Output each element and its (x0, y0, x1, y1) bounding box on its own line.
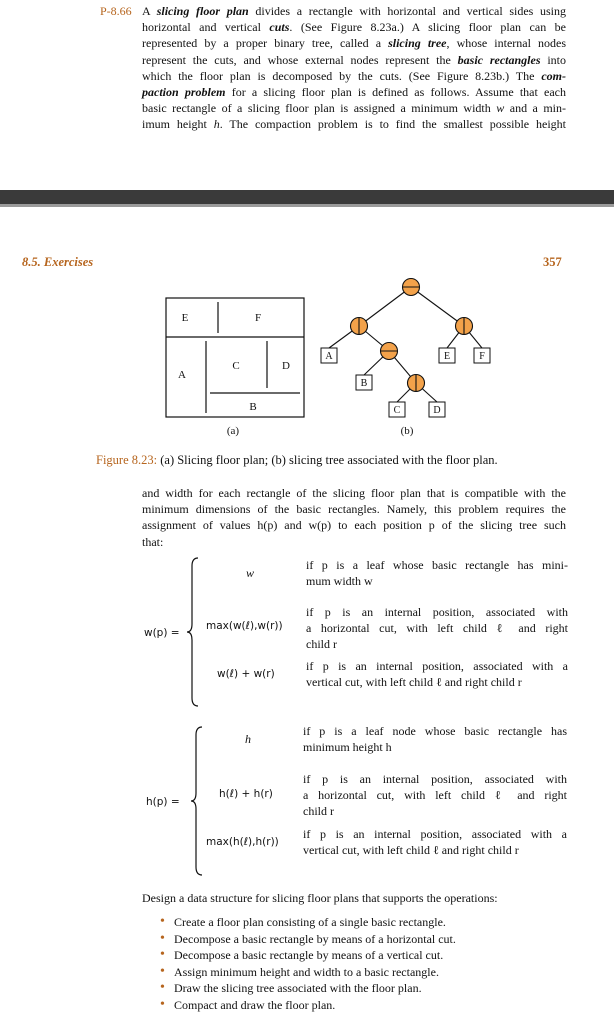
design-intro: Design a data structure for slicing floor plans that supports the operations: (142, 891, 498, 905)
text-run: and a min- (504, 101, 566, 116)
plan-label-C: C (232, 360, 240, 372)
problem-line (142, 35, 566, 51)
condition-line: vertical cut, with left child ℓ and right child r (303, 843, 519, 857)
bullet-icon: • (160, 963, 165, 979)
bullet-icon: • (160, 930, 165, 946)
h-def-lhs: h(p) = (146, 796, 180, 808)
condition-line: child r (306, 637, 337, 651)
condition-line: child r (303, 804, 334, 818)
problem-line (142, 68, 566, 84)
subfigure-b-label: (b) (400, 425, 414, 437)
operation-item (160, 914, 560, 931)
figure-caption-text: (a) Slicing floor plan; (b) slicing tree associated with the floor plan. (160, 453, 498, 467)
plan-label-A: A (178, 369, 186, 381)
text-run: . (See Figure 8.23a.) A slicing floor plan can be (289, 20, 566, 35)
page-number: 357 (543, 255, 562, 269)
problem-line (142, 84, 566, 100)
text-run: w (496, 101, 505, 116)
bullet-icon: • (160, 996, 165, 1012)
condition-line: if p is an internal position, associated with (303, 772, 567, 786)
page-divider (0, 190, 614, 204)
tree-node-right-vertical (456, 318, 473, 335)
defined-term: cuts (269, 20, 290, 35)
plan-label-E: E (181, 312, 189, 324)
condition-line: mum width w (306, 574, 373, 588)
problem-line (142, 100, 566, 116)
problem-paragraph (142, 3, 566, 133)
h-case-2-cond (303, 771, 567, 819)
paragraph-line: assignment of values h(p) and w(p) to each position p of the slicing tree such (142, 518, 566, 533)
tree-node-root (403, 279, 420, 296)
tree-node-horizontal (381, 343, 398, 360)
tree-node-left-vertical (351, 318, 368, 335)
operation-text: Create a floor plan consisting of a single basic rectangle. (174, 915, 446, 929)
section-header: 8.5. Exercises (22, 255, 94, 269)
condition-line: if p is an internal position, associated with a (306, 659, 568, 673)
bullet-icon: • (160, 980, 165, 995)
paragraph-line: minimum dimensions of the basic rectangles. Namely, this problem requires the (142, 502, 566, 517)
problem-line (142, 116, 566, 132)
problem-line (142, 19, 566, 35)
h-case-2-expr: h(ℓ) + h(r) (219, 788, 273, 800)
operation-item (160, 997, 560, 1014)
condition-line: a horizontal cut, with left child ℓ and right (303, 788, 567, 802)
operation-text: Draw the slicing tree associated with the floor plan. (174, 981, 422, 995)
text-run: . The compaction problem is to find the smallest possible height (219, 117, 566, 132)
text-run: represent the cuts, and whose external nodes represent the (142, 52, 458, 67)
plan-label-F: F (254, 312, 262, 324)
text-run: divides a rectangle with horizontal and vertical sides using (248, 4, 567, 18)
figure-caption-label: Figure 8.23: (96, 453, 158, 467)
w-case-1-cond (306, 557, 568, 589)
text-run: which the floor plan is decomposed by the cuts. (See Figure 8.23b.) The (142, 68, 542, 83)
operation-text: Decompose a basic rectangle by means of a horizontal cut. (174, 931, 456, 946)
defined-term: com- (541, 68, 566, 83)
text-run: for a slicing floor plan is defined as follows. Assume that each (225, 85, 566, 100)
condition-line: a horizontal cut, with left child ℓ and right (306, 621, 568, 635)
plan-label-D: D (282, 360, 290, 372)
h-case-1-expr: h (245, 732, 251, 746)
compaction-paragraph (142, 485, 566, 550)
condition-line: if p is an internal position, associated with (306, 605, 568, 619)
h-def-brace (190, 725, 204, 877)
defined-term: slicing floor plan (156, 4, 249, 18)
tree-leaf-B: B (360, 378, 368, 389)
condition-line: vertical cut, with left child ℓ and right child r (306, 675, 522, 689)
page-divider-shadow (0, 204, 614, 207)
w-case-2-cond (306, 604, 568, 652)
tree-leaf-F: F (479, 351, 485, 362)
condition-line: if p is a leaf node whose basic rectangle has (303, 724, 567, 738)
figure-caption (96, 453, 498, 468)
operation-text: Decompose a basic rectangle by means of a vertical cut. (174, 948, 444, 962)
paragraph-line: and width for each rectangle of the slicing floor plan that is compatible with the (142, 486, 566, 500)
operation-item (160, 947, 560, 964)
tree-node-inner-vertical (408, 375, 425, 392)
problem-line (142, 52, 566, 68)
defined-term: paction problem (142, 85, 226, 100)
tree-leaf-C: C (393, 405, 401, 416)
operation-item (160, 980, 560, 997)
paragraph-line: that: (142, 534, 164, 549)
w-case-1-expr: w (246, 566, 255, 580)
operations-list (160, 914, 560, 1013)
operation-item (160, 931, 560, 948)
operation-text: Compact and draw the floor plan. (174, 997, 336, 1012)
operation-text: Assign minimum height and width to a basic rectangle. (174, 964, 439, 979)
defined-term: slicing tree (388, 36, 447, 51)
text-run: basic rectangle of a slicing floor plan is assigned a minimum width (142, 101, 497, 116)
defined-term: basic rectangles (457, 52, 541, 67)
text-run: imum height (142, 117, 214, 132)
figure-8-23 (160, 276, 485, 440)
h-case-1-cond (303, 723, 567, 755)
problem-line (142, 3, 566, 19)
text-run: A (142, 4, 157, 18)
subfigure-a-label: (a) (226, 425, 240, 437)
bullet-icon: • (160, 947, 165, 962)
condition-line: if p is a leaf whose basic rectangle has mini- (306, 558, 568, 572)
plan-label-B: B (249, 401, 257, 413)
w-case-3-cond (306, 658, 568, 690)
h-case-3-expr: max(h(ℓ),h(r)) (206, 836, 279, 848)
problem-label: P-8.66 (100, 4, 132, 18)
h-case-3-cond (303, 826, 567, 858)
slicing-tree (329, 287, 482, 402)
condition-line: minimum height h (303, 740, 392, 754)
bullet-icon: • (160, 914, 165, 929)
text-run: , whose internal nodes (446, 36, 567, 51)
text-run: represented by a proper binary tree, called a (142, 36, 389, 51)
text-run: h (213, 117, 220, 132)
w-def-brace (186, 556, 200, 708)
tree-leaf-E: E (443, 351, 451, 362)
tree-leaf-A: A (325, 351, 333, 362)
operation-item (160, 964, 560, 981)
text-run: horizontal and vertical (142, 20, 270, 35)
w-case-3-expr: w(ℓ) + w(r) (217, 668, 275, 680)
w-case-2-expr: max(w(ℓ),w(r)) (206, 620, 283, 632)
text-run: into (540, 52, 566, 67)
tree-leaf-D: D (433, 405, 441, 416)
condition-line: if p is an internal position, associated with a (303, 827, 567, 841)
w-def-lhs: w(p) = (144, 627, 180, 639)
